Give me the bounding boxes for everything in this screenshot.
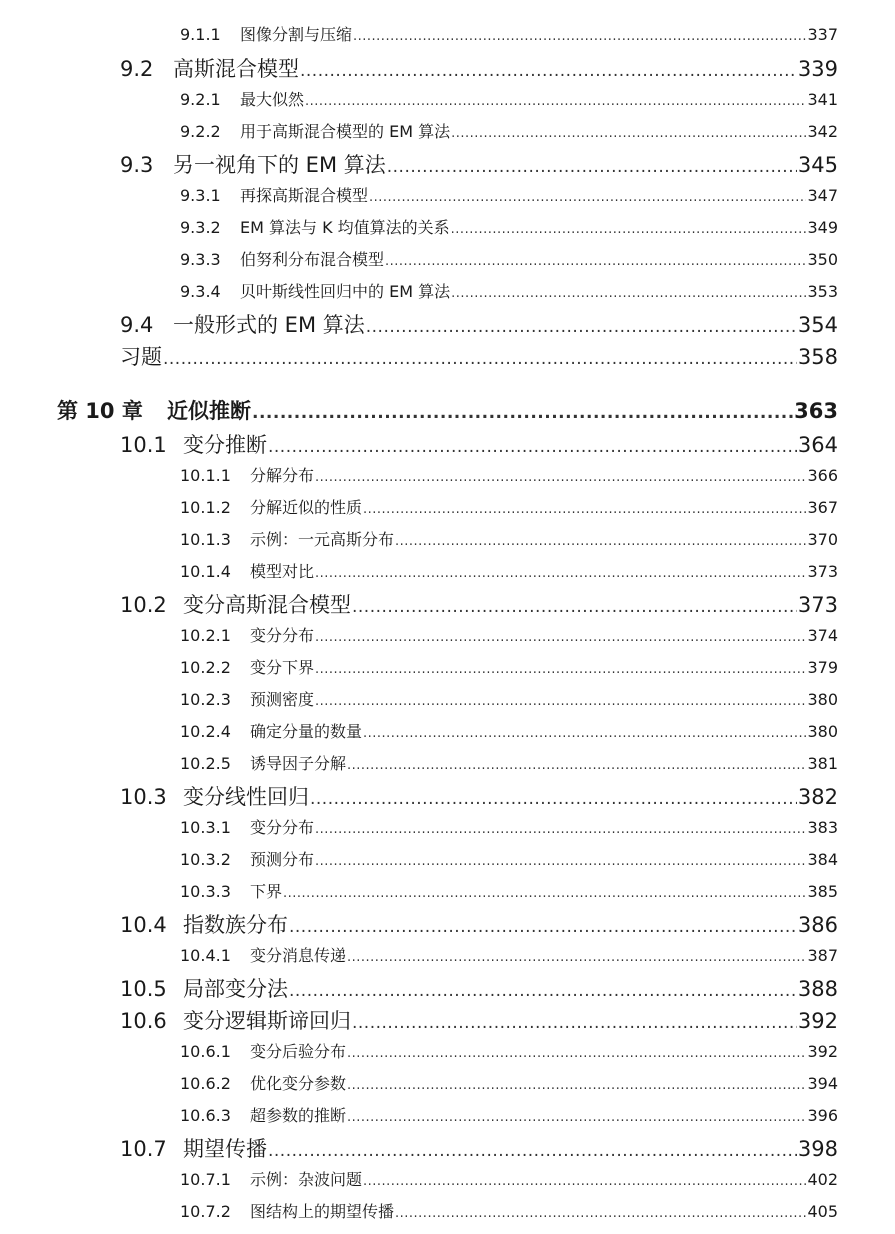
toc-entry-title: 确定分量的数量 — [250, 722, 363, 742]
dot-leader — [268, 437, 797, 457]
toc-entry-title: 贝叶斯线性回归中的 EM 算法 — [240, 282, 451, 302]
toc-entry[interactable] — [180, 687, 838, 710]
toc-entry[interactable] — [120, 53, 838, 83]
toc-entry[interactable] — [180, 815, 838, 838]
toc-entry-title: 变分下界 — [250, 658, 315, 678]
toc-entry-title: 变分后验分布 — [250, 1042, 347, 1062]
dot-leader — [347, 758, 806, 773]
toc-entry[interactable] — [120, 589, 838, 619]
toc-entry[interactable] — [120, 429, 838, 459]
toc-entry-number: 9.3 — [120, 152, 154, 177]
dot-leader — [315, 470, 806, 485]
toc-entry-title: 超参数的推断 — [250, 1106, 347, 1126]
dot-leader — [163, 349, 797, 369]
toc-entry-page: 345 — [797, 152, 838, 177]
toc-entry-number: 10.7 — [120, 1136, 167, 1161]
toc-entry-number: 10.7.1 — [180, 1170, 231, 1190]
toc-entry-title: 指数族分布 — [183, 912, 288, 937]
toc-entry-page: 367 — [807, 498, 838, 518]
toc-entry-number: 10.6.3 — [180, 1106, 231, 1126]
toc-entry-title: 变分分布 — [250, 626, 315, 646]
toc-entry-title: 变分高斯混合模型 — [183, 592, 351, 617]
toc-entry[interactable] — [120, 1005, 838, 1035]
toc-entry-number: 10.1.1 — [180, 466, 231, 486]
dot-leader — [363, 502, 806, 517]
toc-entry-page: 349 — [807, 218, 838, 238]
toc-entry-title: 图结构上的期望传播 — [250, 1202, 395, 1222]
toc-entry-title: 用于高斯混合模型的 EM 算法 — [240, 122, 451, 142]
toc-entry[interactable] — [180, 247, 838, 270]
toc-entry[interactable] — [180, 22, 838, 45]
dot-leader — [315, 566, 806, 581]
dot-leader — [366, 317, 797, 337]
toc-entry[interactable] — [120, 973, 838, 1003]
toc-entry-number: 10.1.3 — [180, 530, 231, 550]
dot-leader — [353, 29, 806, 44]
dot-leader — [315, 694, 806, 709]
toc-entry-number: 9.1.1 — [180, 25, 221, 45]
toc-entry-number: 10.3 — [120, 784, 167, 809]
dot-leader — [352, 1013, 797, 1033]
toc-entry-page: 373 — [797, 592, 838, 617]
toc-entry-page: 379 — [807, 658, 838, 678]
toc-entry-title: 模型对比 — [250, 562, 315, 582]
toc-entry-title: 示例：杂波问题 — [250, 1170, 363, 1190]
toc-entry[interactable] — [180, 1103, 838, 1126]
toc-entry[interactable] — [180, 751, 838, 774]
toc-entry[interactable] — [120, 309, 838, 339]
toc-entry-number: 9.2 — [120, 56, 154, 81]
toc-entry[interactable] — [180, 215, 838, 238]
dot-leader — [369, 190, 806, 205]
toc-entry-page: 354 — [797, 312, 838, 337]
dot-leader — [352, 597, 797, 617]
toc-entry-title: 局部变分法 — [183, 976, 288, 1001]
toc-entry[interactable] — [120, 1133, 838, 1163]
toc-entry-page: 358 — [797, 344, 838, 369]
toc-entry[interactable] — [180, 119, 838, 142]
toc-entry-number: 10.5 — [120, 976, 167, 1001]
toc-entry-page: 392 — [797, 1008, 838, 1033]
toc-entry-page: 386 — [797, 912, 838, 937]
toc-entry-number: 9.2.1 — [180, 90, 221, 110]
toc-entry[interactable] — [180, 495, 838, 518]
toc-entry-number: 9.3.2 — [180, 218, 221, 238]
toc-entry[interactable] — [180, 623, 838, 646]
toc-entry[interactable] — [180, 1071, 838, 1094]
toc-entry-number: 10.6.1 — [180, 1042, 231, 1062]
toc-entry-page: 366 — [807, 466, 838, 486]
dot-leader — [347, 950, 806, 965]
toc-entry-number: 10.6 — [120, 1008, 167, 1033]
toc-entry[interactable] — [180, 1167, 838, 1190]
toc-entry-title: 预测密度 — [250, 690, 315, 710]
toc-entry[interactable] — [180, 1199, 838, 1222]
dot-leader — [305, 94, 806, 109]
toc-entry-number: 10.7.2 — [180, 1202, 231, 1222]
toc-entry-page: 374 — [807, 626, 838, 646]
toc-entry-page: 383 — [807, 818, 838, 838]
toc-entry-page: 388 — [797, 976, 838, 1001]
dot-leader — [252, 403, 793, 423]
dot-leader — [451, 126, 806, 141]
toc-entry[interactable] — [180, 87, 838, 110]
toc-entry-page: 396 — [807, 1106, 838, 1126]
dot-leader — [347, 1078, 806, 1093]
toc-entry-page: 405 — [807, 1202, 838, 1222]
toc-entry[interactable] — [180, 279, 838, 302]
toc-entry-title: 伯努利分布混合模型 — [240, 250, 385, 270]
toc-entry-number: 10.1.4 — [180, 562, 231, 582]
toc-entry-number: 10.2 — [120, 592, 167, 617]
dot-leader — [347, 1046, 806, 1061]
toc-entry[interactable] — [120, 781, 838, 811]
toc-entry[interactable] — [180, 1039, 838, 1062]
toc-entry-page: 392 — [807, 1042, 838, 1062]
toc-entry-number: 10.1 — [120, 432, 167, 457]
toc-entry-title: 最大似然 — [240, 90, 305, 110]
toc-entry-number: 10.2.1 — [180, 626, 231, 646]
toc-entry-number: 9.3.1 — [180, 186, 221, 206]
toc-entry-title: 再探高斯混合模型 — [240, 186, 369, 206]
toc-entry-title: 变分逻辑斯谛回归 — [183, 1008, 351, 1033]
toc-entry-page: 394 — [807, 1074, 838, 1094]
toc-entry[interactable] — [180, 943, 838, 966]
toc-entry-page: 363 — [794, 398, 838, 423]
toc-entry-number: 第 10 章 — [57, 398, 143, 423]
toc-entry-number: 10.2.5 — [180, 754, 231, 774]
dot-leader — [315, 630, 806, 645]
toc-entry-page: 381 — [807, 754, 838, 774]
toc-entry-number: 9.2.2 — [180, 122, 221, 142]
toc-entry-title: 变分分布 — [250, 818, 315, 838]
toc-entry-title: 分解分布 — [250, 466, 315, 486]
dot-leader — [395, 534, 806, 549]
toc-entry[interactable] — [120, 149, 838, 179]
toc-entry-number: 10.4 — [120, 912, 167, 937]
toc-entry-page: 385 — [807, 882, 838, 902]
toc-entry-title: 示例：一元高斯分布 — [250, 530, 395, 550]
toc-entry-title: 下界 — [250, 882, 283, 902]
toc-entry-page: 339 — [797, 56, 838, 81]
toc-entry-number: 10.4.1 — [180, 946, 231, 966]
toc-entry-title: 优化变分参数 — [250, 1074, 347, 1094]
toc-entry-page: 337 — [807, 25, 838, 45]
dot-leader — [300, 61, 797, 81]
dot-leader — [395, 1206, 806, 1221]
toc-entry-page: 380 — [807, 690, 838, 710]
dot-leader — [347, 1110, 806, 1125]
dot-leader — [289, 981, 797, 1001]
dot-leader — [268, 1141, 797, 1161]
toc-entry-page: 353 — [807, 282, 838, 302]
toc-entry-page: 382 — [797, 784, 838, 809]
dot-leader — [451, 222, 807, 237]
toc-entry-page: 364 — [797, 432, 838, 457]
toc-entry-number: 10.1.2 — [180, 498, 231, 518]
dot-leader — [387, 157, 797, 177]
dot-leader — [363, 726, 806, 741]
toc-entry-title: 另一视角下的 EM 算法 — [173, 152, 386, 177]
toc-entry-number: 9.3.4 — [180, 282, 221, 302]
dot-leader — [315, 822, 806, 837]
toc-entry[interactable] — [180, 463, 838, 486]
toc-entry-title: 预测分布 — [250, 850, 315, 870]
toc-entry-number: 10.3.3 — [180, 882, 231, 902]
toc-entry-page: 342 — [807, 122, 838, 142]
toc-entry-page: 341 — [807, 90, 838, 110]
toc-entry-page: 350 — [807, 250, 838, 270]
toc-entry[interactable] — [180, 183, 838, 206]
toc-entry-title: EM 算法与 K 均值算法的关系 — [240, 218, 450, 238]
toc-entry-number: 10.6.2 — [180, 1074, 231, 1094]
toc-entry[interactable] — [180, 527, 838, 550]
dot-leader — [310, 789, 797, 809]
toc-entry-title: 变分线性回归 — [183, 784, 309, 809]
toc-entry-page: 373 — [807, 562, 838, 582]
toc-entry-number: 10.2.3 — [180, 690, 231, 710]
toc-entry[interactable] — [120, 341, 838, 371]
toc-entry-title: 期望传播 — [183, 1136, 267, 1161]
toc-entry-number: 10.3.2 — [180, 850, 231, 870]
toc-entry-number: 10.2.2 — [180, 658, 231, 678]
dot-leader — [315, 662, 806, 677]
toc-entry-title: 高斯混合模型 — [173, 56, 299, 81]
toc-entry-title: 一般形式的 EM 算法 — [173, 312, 365, 337]
toc-entry-number: 10.2.4 — [180, 722, 231, 742]
dot-leader — [283, 886, 806, 901]
toc-entry-title: 图像分割与压缩 — [240, 25, 353, 45]
toc-entry-number: 9.3.3 — [180, 250, 221, 270]
toc-entry-page: 380 — [807, 722, 838, 742]
dot-leader — [451, 286, 806, 301]
toc-entry-title: 近似推断 — [167, 398, 251, 423]
toc-entry-title: 分解近似的性质 — [250, 498, 363, 518]
toc-entry-title: 变分推断 — [183, 432, 267, 457]
toc-entry-title: 变分消息传递 — [250, 946, 347, 966]
toc-entry[interactable] — [180, 655, 838, 678]
dot-leader — [289, 917, 797, 937]
dot-leader — [385, 254, 806, 269]
toc-entry[interactable] — [180, 879, 838, 902]
toc-entry-number: 9.4 — [120, 312, 154, 337]
toc-entry[interactable] — [57, 395, 838, 425]
toc-entry-title: 诱导因子分解 — [250, 754, 347, 774]
toc-entry-page: 402 — [807, 1170, 838, 1190]
toc-entry-number: 10.3.1 — [180, 818, 231, 838]
toc-entry-page: 398 — [797, 1136, 838, 1161]
toc-entry-page: 347 — [807, 186, 838, 206]
toc-entry[interactable] — [180, 847, 838, 870]
toc-entry-page: 384 — [807, 850, 838, 870]
dot-leader — [315, 854, 806, 869]
toc-entry[interactable] — [180, 719, 838, 742]
toc-entry-title: 习题 — [120, 344, 162, 369]
toc-entry-page: 370 — [807, 530, 838, 550]
toc-entry[interactable] — [180, 559, 838, 582]
toc-entry[interactable] — [120, 909, 838, 939]
dot-leader — [363, 1174, 806, 1189]
toc-entry-page: 387 — [807, 946, 838, 966]
